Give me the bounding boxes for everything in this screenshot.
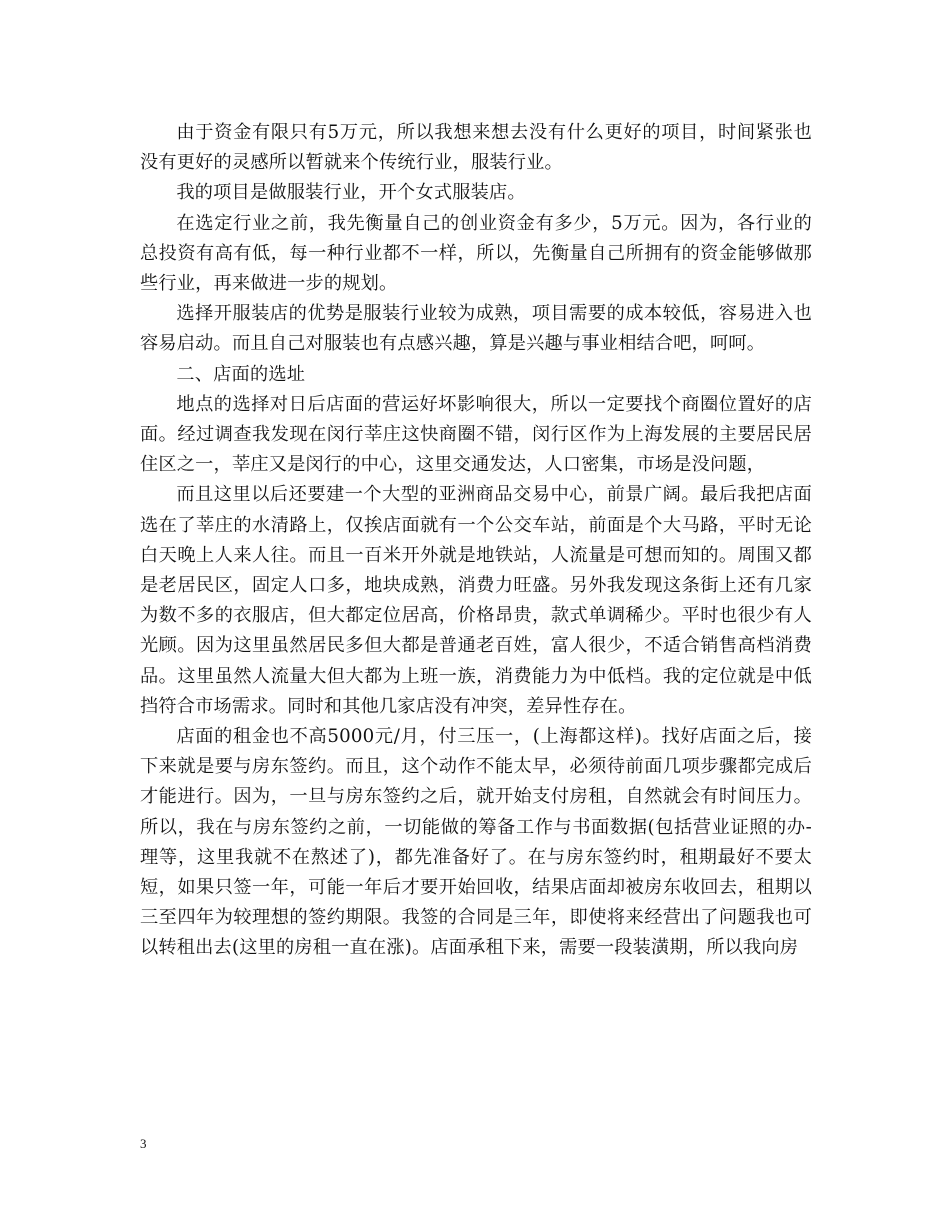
paragraph-5: 地点的选择对日后店面的营运好坏影响很大，所以一定要找个商圈位置好的店面。经过调查我发现在闵行莘庄这快商圈不错，闵行区作为上海发展的主要居民居住区之一，莘庄又是闵行的中心，这里交通发达，人口密集，市场是没问题， — [140, 393, 812, 476]
paragraph-3: 在选定行业之前，我先衡量自己的创业资金有多少，5万元。因为，各行业的总投资有高有低，每一种行业都不一样，所以，先衡量自己所拥有的资金能够做那些行业，再来做进一步的规划。 — [140, 212, 812, 295]
document-body — [140, 118, 812, 964]
paragraph-7: 店面的租金也不高5000元/月，付三压一，(上海都这样)。找好店面之后，接下来就是要与房东签约。而且，这个动作不能太早，必须待前面几项步骤都完成后才能进行。因为，一旦与房东签约之后，就开始支付房租，自然就会有时间压力。所以，我在与房东签约之前，一切能做的筹备工作与书面数据(包括营业证照的办-理等，这里我就不在熬述了)，都先准备好了。在与房东签约时，租期最好不要太短，如果只签一年，可能一年后才要开始回收，结果店面却被房东收回去，租期以三至四年为较理想的签约期限。我签的合同是三年，即使将来经营出了问题我也可以转租出去(这里的房租一直在涨)。店面承租下来，需要一段装潢期，所以我向房 — [140, 726, 812, 959]
paragraph-1: 由于资金有限只有5万元，所以我想来想去没有什么更好的项目，时间紧张也没有更好的灵感所以暂就来个传统行业，服装行业。 — [140, 122, 812, 174]
paragraph-2: 我的项目是做服装行业，开个女式服装店。 — [176, 182, 526, 204]
paragraph-4: 选择开服装店的优势是服装行业较为成熟，项目需要的成本较低，容易进入也容易启动。而且自己对服装也有点感兴趣，算是兴趣与事业相结合吧，呵呵。 — [140, 303, 812, 355]
paragraph-6: 而且这里以后还要建一个大型的亚洲商品交易中心，前景广阔。最后我把店面选在了莘庄的水清路上，仅挨店面就有一个公交车站，前面是个大马路，平时无论白天晚上人来人往。而且一百米开外就是地铁站，人流量是可想而知的。周围又都是老居民区，固定人口多，地块成熟，消费力旺盛。另外我发现这条街上还有几家为数不多的衣服店，但大都定位居高，价格昂贵，款式单调稀少。平时也很少有人光顾。因为这里虽然居民多但大都是普通老百姓，富人很少，不适合销售高档消费品。这里虽然人流量大但大都为上班一族，消费能力为中低档。我的定位就是中低挡符合市场需求。同时和其他几家店没有冲突，差异性存在。 — [140, 484, 812, 717]
page-number: 3 — [140, 1136, 147, 1151]
section-heading: 二、店面的选址 — [176, 363, 306, 385]
